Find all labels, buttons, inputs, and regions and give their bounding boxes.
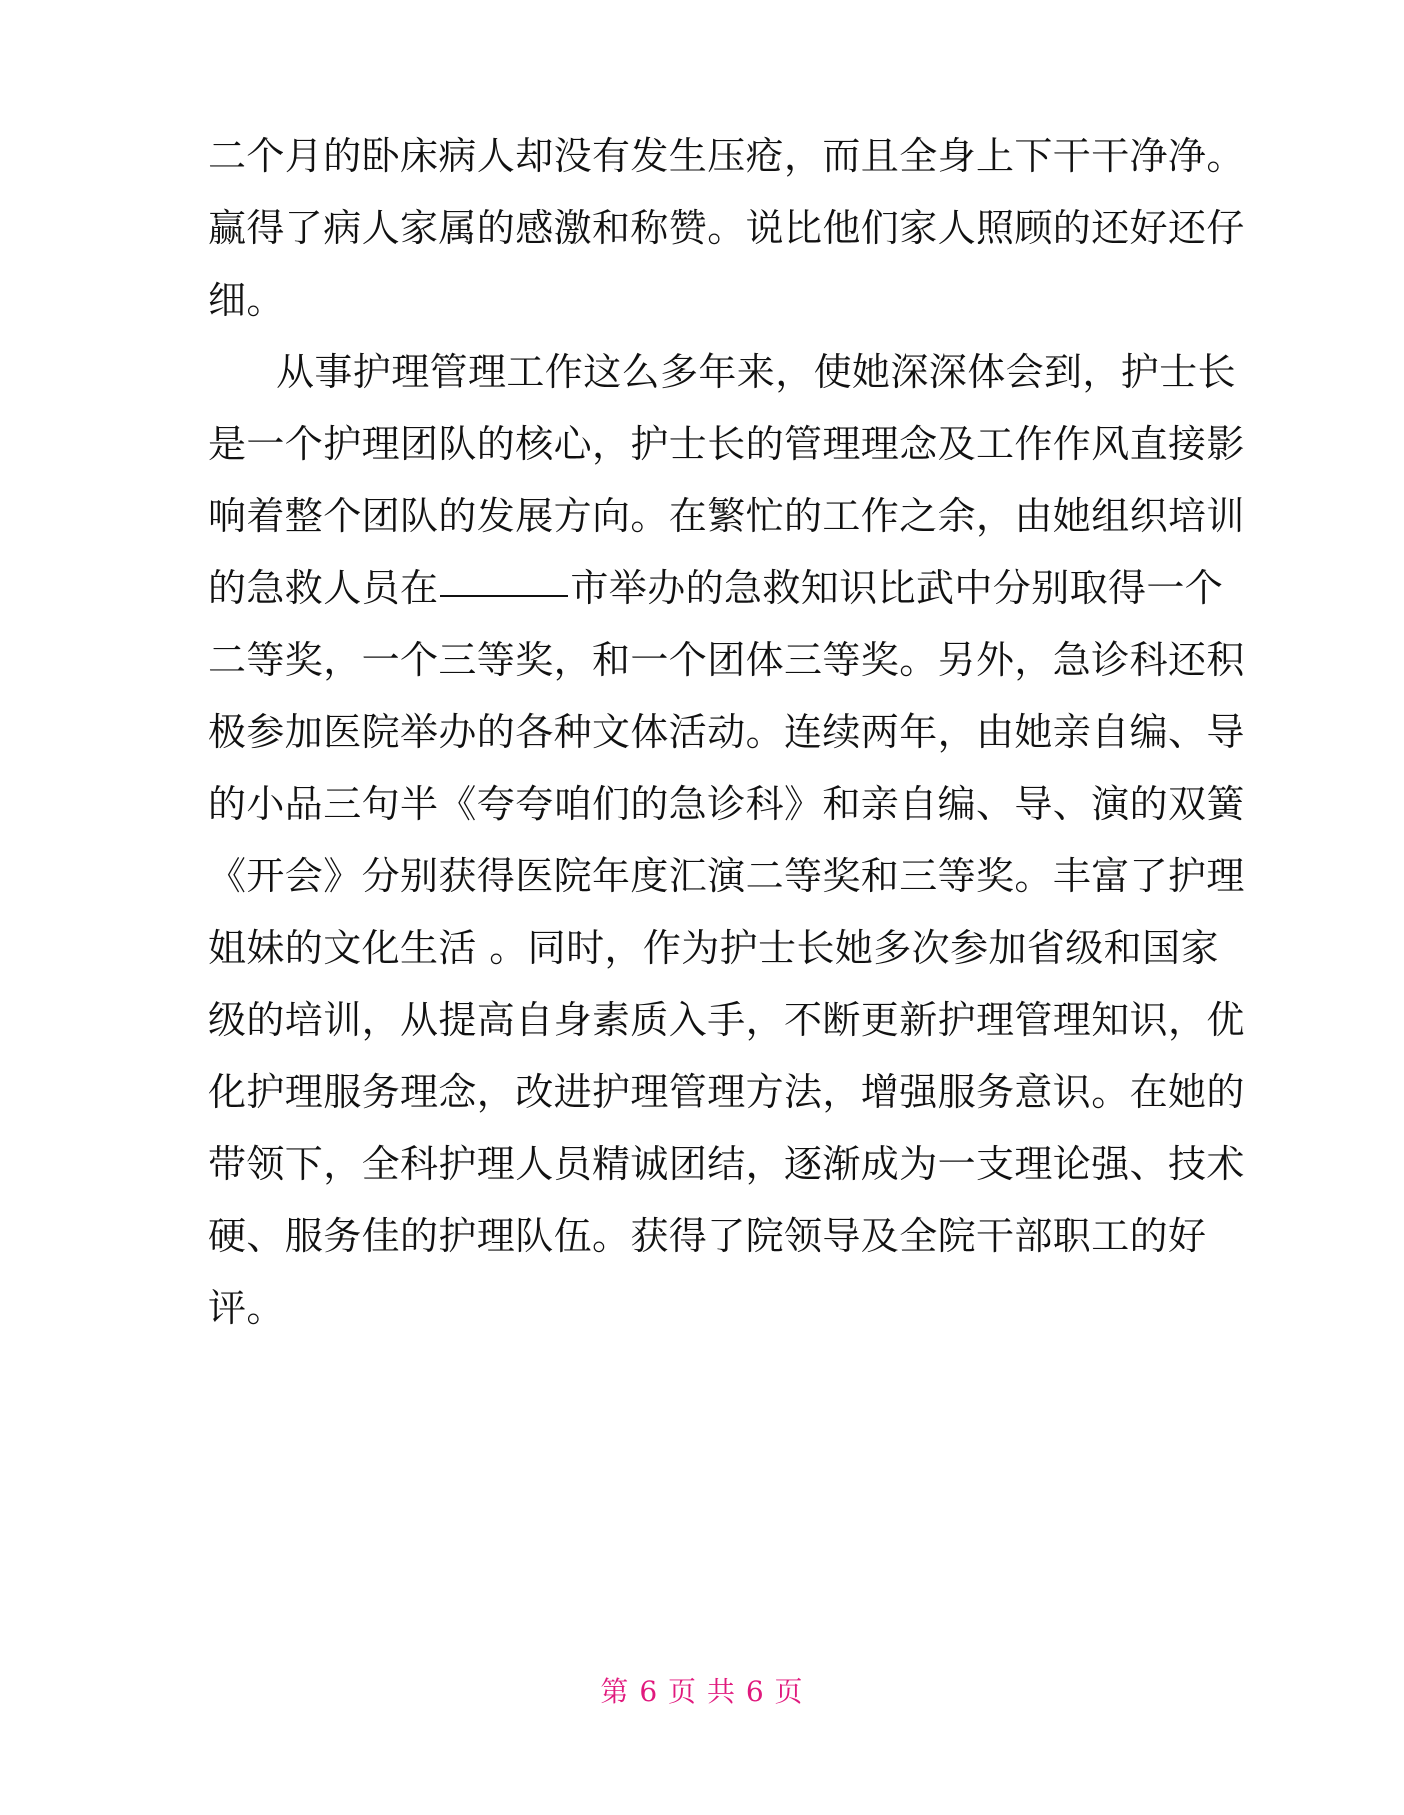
text-line: 化护理服务理念，改进护理管理方法，增强服务意识。在她的 — [208, 1070, 1245, 1114]
text-line: 评。 — [208, 1286, 285, 1330]
text-line: 带领下，全科护理人员精诚团结，逐渐成为一支理论强、技术 — [208, 1142, 1245, 1186]
text-line: 细。 — [208, 278, 285, 322]
paragraph-start-line: 从事护理管理工作这么多年来，使她深深体会到，护士长 — [276, 350, 1237, 394]
text-line: 响着整个团队的发展方向。在繁忙的工作之余，由她组织培训 — [208, 494, 1245, 538]
page-number-footer: 第 6 页 共 6 页 — [600, 1675, 804, 1708]
text-line: 的小品三句半《夸夸咱们的急诊科》和亲自编、导、演的双簧 — [208, 782, 1245, 826]
text-line: 级的培训，从提高自身素质入手，不断更新护理管理知识，优 — [208, 998, 1245, 1042]
text-segment: 市举办的急救知识比武中分别取得一个 — [570, 566, 1224, 610]
text-line: 二个月的卧床病人却没有发生压疮，而且全身上下干干净净。 — [208, 134, 1245, 178]
text-line: 赢得了病人家属的感激和称赞。说比他们家人照顾的还好还仔 — [208, 206, 1245, 250]
text-line: 是一个护理团队的核心，护士长的管理理念及工作作风直接影 — [208, 422, 1245, 466]
text-line: 二等奖，一个三等奖，和一个团体三等奖。另外，急诊科还积 — [208, 638, 1245, 682]
text-line-with-blank — [208, 552, 1224, 624]
text-segment: 的急救人员在 — [208, 566, 439, 610]
text-line: 极参加医院举办的各种文体活动。连续两年，由她亲自编、导 — [208, 710, 1245, 754]
text-line: 硬、服务佳的护理队伍。获得了院领导及全院干部职工的好 — [208, 1214, 1207, 1258]
text-line: 《开会》分别获得医院年度汇演二等奖和三等奖。丰富了护理 — [208, 854, 1245, 898]
text-line: 姐妹的文化生活 。同时，作为护士长她多次参加省级和国家 — [208, 926, 1219, 970]
fill-in-blank — [440, 559, 568, 597]
document-body — [208, 120, 1245, 1344]
